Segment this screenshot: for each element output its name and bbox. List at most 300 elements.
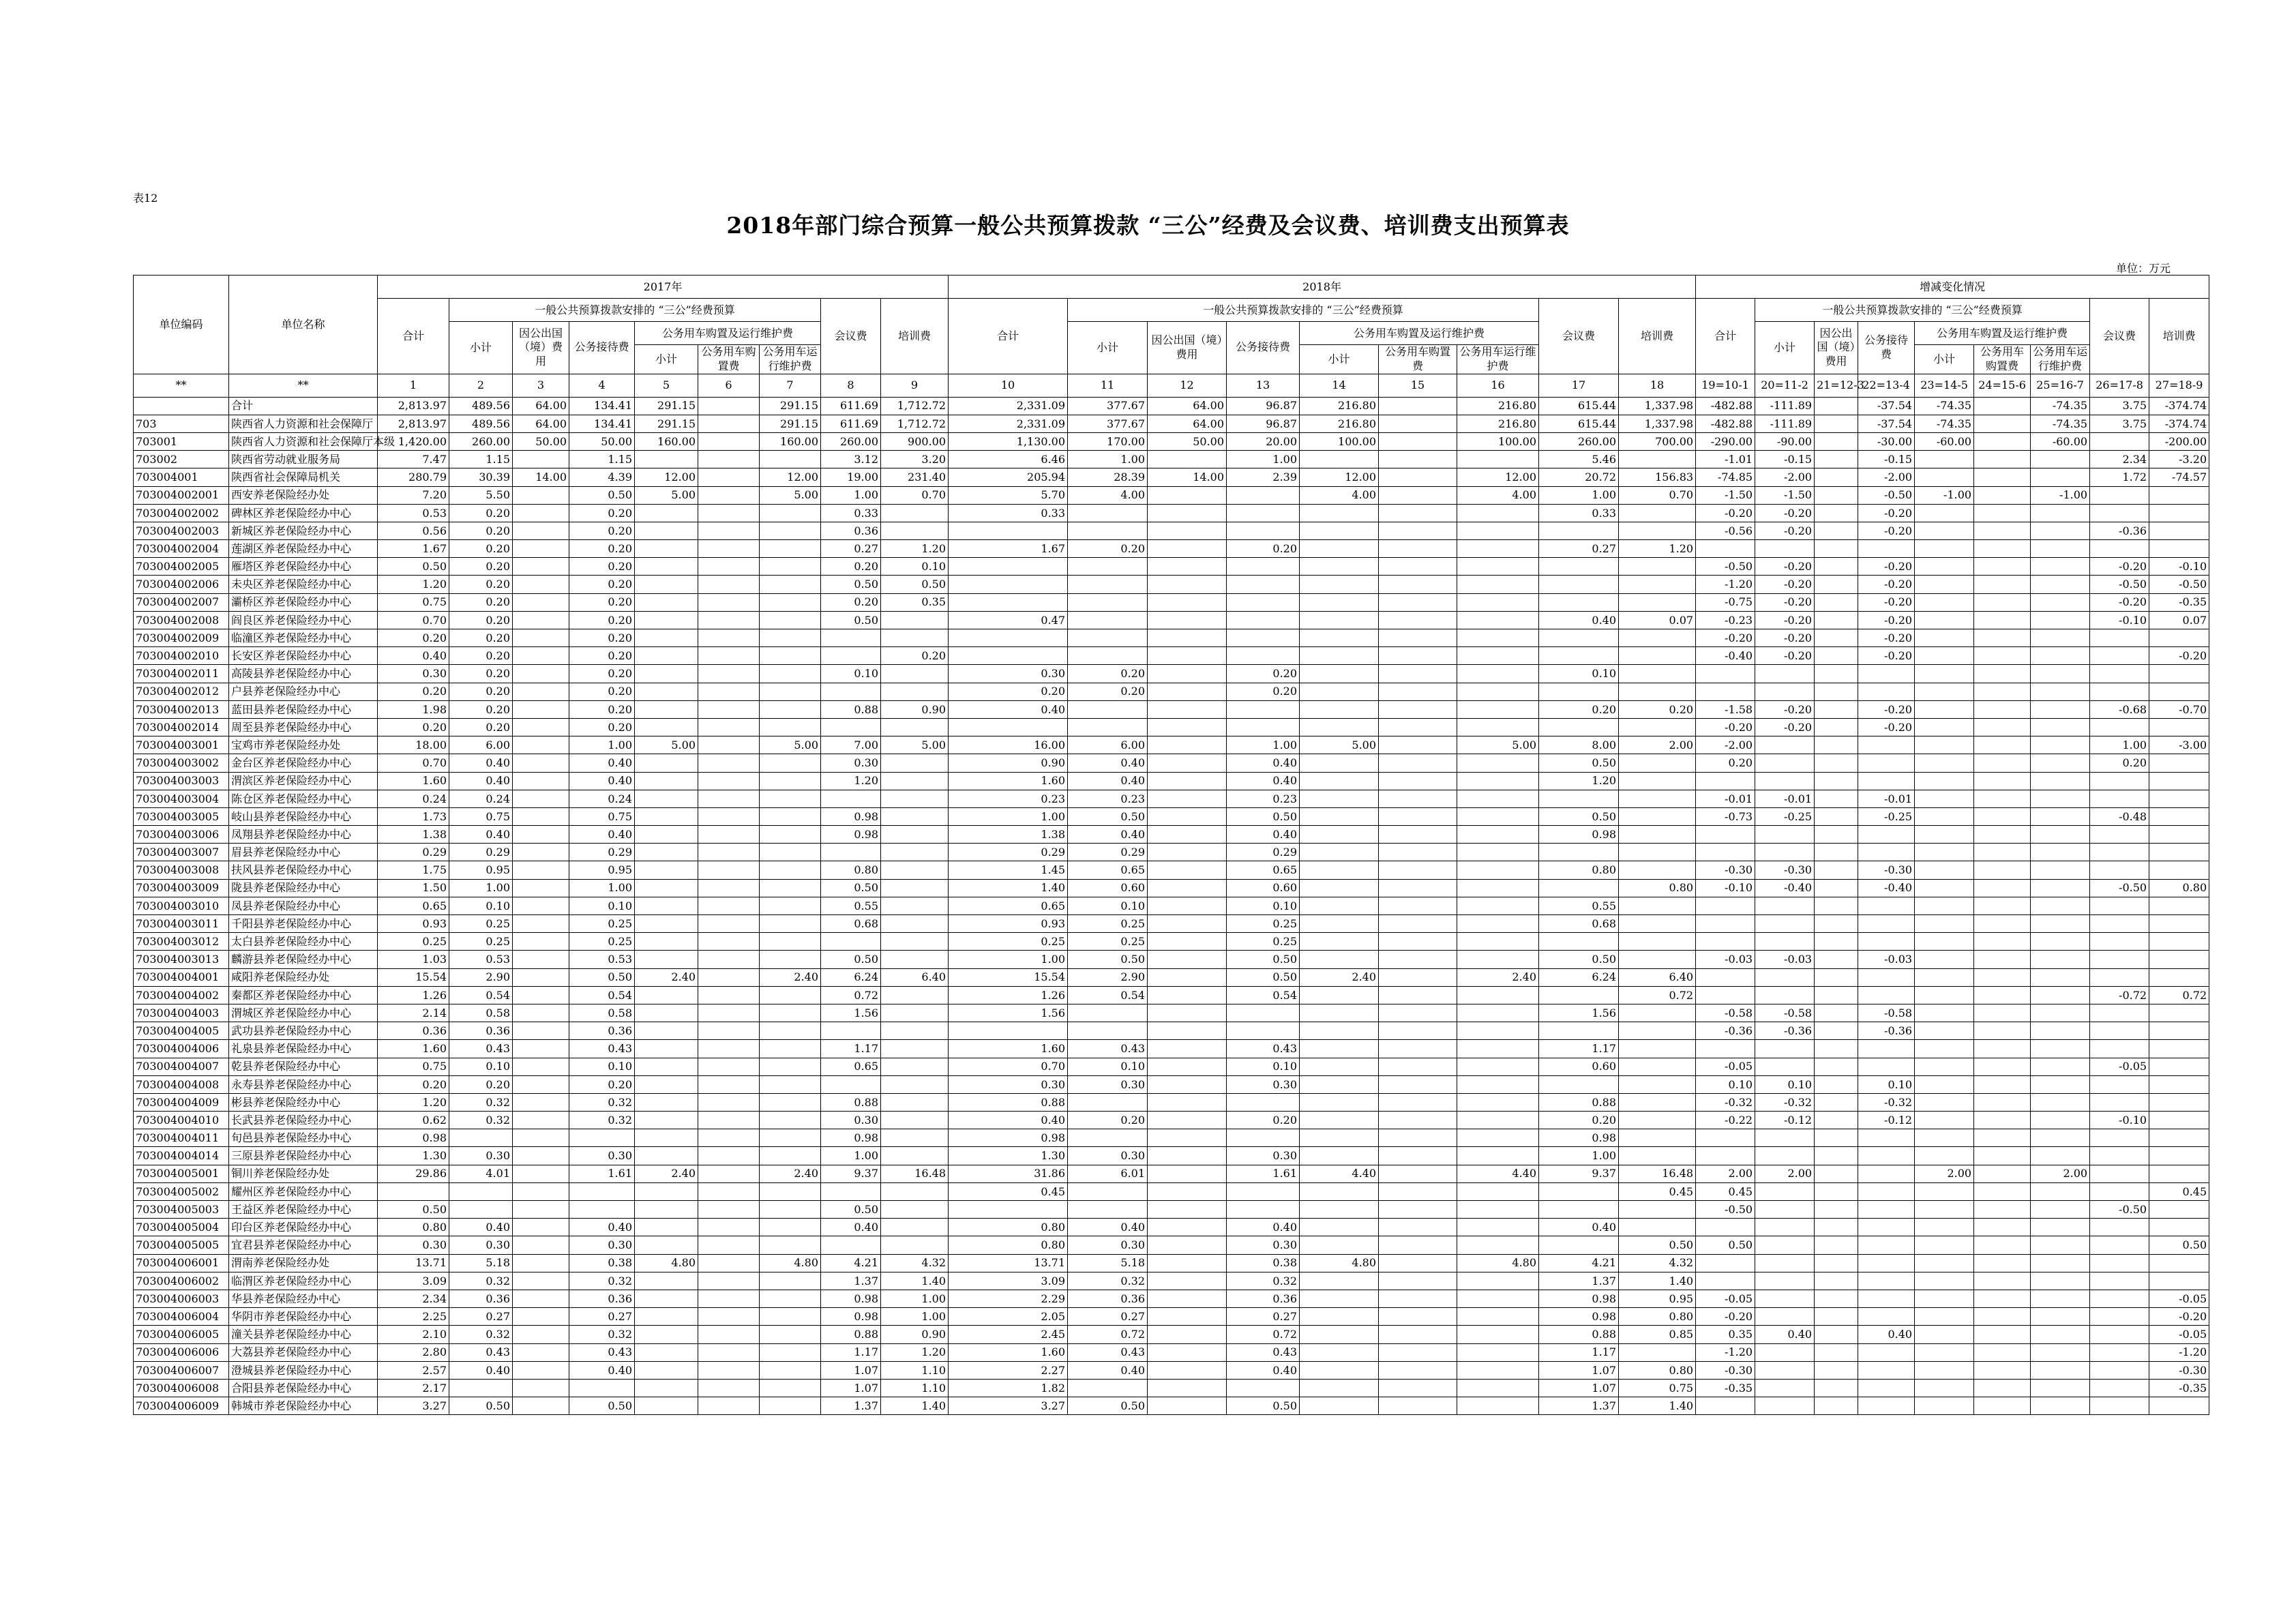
value-cell: [698, 718, 760, 736]
value-cell: [1815, 1201, 1858, 1219]
value-cell: [1457, 861, 1539, 879]
value-cell: 0.25: [1227, 933, 1300, 951]
value-cell: [2031, 468, 2090, 486]
value-cell: [635, 522, 698, 539]
value-cell: [698, 522, 760, 539]
value-cell: 0.20: [1227, 665, 1300, 683]
value-cell: [1755, 1290, 1815, 1307]
value-cell: 0.80: [2149, 879, 2209, 897]
value-cell: [698, 1236, 760, 1254]
value-cell: [1815, 1129, 1858, 1147]
value-cell: 0.40: [569, 1361, 635, 1379]
value-cell: 0.10: [1227, 1058, 1300, 1075]
value-cell: [513, 593, 569, 611]
value-cell: 4.00: [1300, 486, 1379, 504]
value-cell: [513, 1075, 569, 1093]
value-cell: [2090, 826, 2149, 844]
col-training-2018: 培训费: [1619, 299, 1696, 374]
value-cell: [1696, 826, 1755, 844]
value-cell: [513, 826, 569, 844]
value-cell: 0.30: [449, 1147, 513, 1165]
value-cell: [1300, 951, 1379, 968]
value-cell: 0.62: [378, 1112, 449, 1129]
value-cell: [2031, 986, 2090, 1004]
value-cell: [1619, 915, 1696, 933]
value-cell: [1815, 1112, 1858, 1129]
value-cell: [1227, 486, 1300, 504]
value-cell: 0.68: [1539, 915, 1619, 933]
value-cell: 0.95: [569, 861, 635, 879]
value-cell: 0.95: [1619, 1290, 1696, 1307]
value-cell: 0.65: [378, 897, 449, 914]
value-cell: [1148, 1004, 1227, 1022]
value-cell: -37.54: [1858, 415, 1915, 432]
value-cell: -74.35: [1915, 415, 1974, 432]
value-cell: [1539, 933, 1619, 951]
value-cell: 0.40: [378, 647, 449, 665]
value-cell: 0.10: [821, 665, 881, 683]
value-cell: 0.32: [569, 1272, 635, 1290]
value-cell: [2149, 1397, 2209, 1415]
value-cell: [1815, 432, 1858, 450]
value-cell: [1379, 611, 1457, 629]
value-cell: [1815, 897, 1858, 914]
value-cell: [1457, 576, 1539, 593]
value-cell: 1.60: [949, 1040, 1068, 1058]
value-cell: [1457, 915, 1539, 933]
value-cell: -1.20: [1696, 576, 1755, 593]
value-cell: 0.30: [949, 1075, 1068, 1093]
col-vehicle-subtotal-2018: 小计: [1300, 345, 1379, 374]
value-cell: [2090, 1290, 2149, 1307]
column-number: 23=14-5: [1915, 374, 1974, 397]
value-cell: [1755, 1343, 1815, 1361]
value-cell: [698, 647, 760, 665]
value-cell: [1915, 1361, 1974, 1379]
value-cell: [635, 1058, 698, 1075]
value-cell: [881, 1147, 949, 1165]
vehicle-group-2018: 公务用车购置及运行维护费: [1300, 322, 1539, 345]
value-cell: [1619, 861, 1696, 879]
table-row: [134, 1343, 2209, 1361]
value-cell: [513, 754, 569, 772]
unit-code-cell: 703004006001: [134, 1254, 229, 1272]
value-cell: [1068, 700, 1148, 718]
unit-name-cell: 凤县养老保险经办中心: [229, 897, 378, 914]
value-cell: -30.00: [1858, 432, 1915, 450]
value-cell: 0.25: [1068, 933, 1148, 951]
value-cell: -90.00: [1755, 432, 1815, 450]
value-cell: [1815, 1075, 1858, 1093]
value-cell: -0.01: [1696, 790, 1755, 807]
value-cell: 1.20: [378, 1093, 449, 1111]
value-cell: [1379, 486, 1457, 504]
value-cell: [1379, 1379, 1457, 1397]
value-cell: [1815, 1022, 1858, 1040]
value-cell: [1227, 1093, 1300, 1111]
value-cell: 1,337.98: [1619, 397, 1696, 415]
col-abroad-change: 因公出国（境）费用: [1815, 322, 1858, 374]
col-reception-2018: 公务接待费: [1227, 322, 1300, 374]
value-cell: [1300, 1058, 1379, 1075]
value-cell: [513, 1004, 569, 1022]
value-cell: [821, 844, 881, 861]
value-cell: -0.20: [1858, 576, 1915, 593]
value-cell: [2031, 826, 2090, 844]
value-cell: [635, 647, 698, 665]
value-cell: [2031, 879, 2090, 897]
value-cell: [1068, 576, 1148, 593]
value-cell: [1815, 736, 1858, 754]
value-cell: [1300, 629, 1379, 647]
value-cell: [513, 772, 569, 790]
value-cell: -0.20: [1755, 593, 1815, 611]
value-cell: 1.40: [881, 1272, 949, 1290]
value-cell: 0.33: [1539, 504, 1619, 522]
value-cell: -74.35: [1915, 397, 1974, 415]
value-cell: [513, 611, 569, 629]
value-cell: 18.00: [378, 736, 449, 754]
value-cell: [513, 1308, 569, 1326]
value-cell: 20.72: [1539, 468, 1619, 486]
value-cell: [1619, 522, 1696, 539]
value-cell: [513, 576, 569, 593]
value-cell: [513, 558, 569, 576]
value-cell: [1379, 629, 1457, 647]
value-cell: [1379, 1236, 1457, 1254]
value-cell: 1.67: [949, 540, 1068, 558]
column-number: 15: [1379, 374, 1457, 397]
value-cell: [881, 986, 949, 1004]
value-cell: [1815, 504, 1858, 522]
value-cell: [1755, 683, 1815, 700]
value-cell: [1379, 1004, 1457, 1022]
value-cell: [1815, 1254, 1858, 1272]
col-meeting-2018: 会议费: [1539, 299, 1619, 374]
value-cell: 0.10: [1539, 665, 1619, 683]
value-cell: 0.75: [1619, 1379, 1696, 1397]
value-cell: [1379, 665, 1457, 683]
value-cell: 216.80: [1457, 415, 1539, 432]
value-cell: -0.20: [1696, 1308, 1755, 1326]
value-cell: [635, 951, 698, 968]
value-cell: 0.20: [449, 522, 513, 539]
value-cell: 0.20: [1227, 540, 1300, 558]
value-cell: [1300, 718, 1379, 736]
sangong-2017: 一般公共预算拨款安排的 “三公”经费预算: [449, 299, 821, 322]
table-row: [134, 718, 2209, 736]
value-cell: [1696, 986, 1755, 1004]
value-cell: [1815, 915, 1858, 933]
value-cell: [2149, 844, 2209, 861]
value-cell: [1755, 1182, 1815, 1200]
value-cell: [513, 1219, 569, 1236]
value-cell: [1815, 968, 1858, 986]
value-cell: [513, 683, 569, 700]
column-number: 1: [378, 374, 449, 397]
value-cell: 291.15: [635, 397, 698, 415]
value-cell: 0.36: [821, 522, 881, 539]
value-cell: 0.32: [1227, 1272, 1300, 1290]
unit-code-cell: 703004002008: [134, 611, 229, 629]
value-cell: [1539, 718, 1619, 736]
value-cell: [1755, 1272, 1815, 1290]
value-cell: [1858, 683, 1915, 700]
value-cell: [1148, 558, 1227, 576]
value-cell: -0.30: [1858, 861, 1915, 879]
value-cell: 0.70: [1619, 486, 1696, 504]
value-cell: [698, 593, 760, 611]
value-cell: [881, 1004, 949, 1022]
value-cell: 0.25: [378, 933, 449, 951]
value-cell: 0.56: [378, 522, 449, 539]
value-cell: 0.20: [378, 1075, 449, 1093]
value-cell: [1974, 1343, 2031, 1361]
value-cell: 7.00: [821, 736, 881, 754]
value-cell: [1457, 451, 1539, 468]
value-cell: 1.17: [1539, 1343, 1619, 1361]
value-cell: [1379, 576, 1457, 593]
value-cell: 0.88: [821, 700, 881, 718]
value-cell: 2.40: [1457, 968, 1539, 986]
value-cell: [1300, 558, 1379, 576]
value-cell: 0.10: [569, 897, 635, 914]
value-cell: [881, 1219, 949, 1236]
value-cell: [2031, 1147, 2090, 1165]
value-cell: [1379, 915, 1457, 933]
value-cell: [1815, 683, 1858, 700]
value-cell: [635, 1326, 698, 1343]
value-cell: 0.29: [569, 844, 635, 861]
value-cell: [698, 397, 760, 415]
value-cell: 0.32: [449, 1326, 513, 1343]
value-cell: 0.50: [1696, 1236, 1755, 1254]
value-cell: 0.90: [881, 700, 949, 718]
value-cell: 0.65: [1068, 861, 1148, 879]
value-cell: [760, 700, 821, 718]
value-cell: [635, 1182, 698, 1200]
value-cell: [1815, 700, 1858, 718]
col-reception-change: 公务接待费: [1858, 322, 1915, 374]
value-cell: 0.40: [1068, 772, 1148, 790]
unit-name-cell: 韩城市养老保险经办中心: [229, 1397, 378, 1415]
value-cell: [513, 504, 569, 522]
value-cell: [1619, 1040, 1696, 1058]
unit-name-cell: 印台区养老保险经办中心: [229, 1219, 378, 1236]
column-number-row: [134, 374, 2209, 397]
value-cell: [1457, 807, 1539, 825]
value-cell: [1148, 1308, 1227, 1326]
value-cell: [1379, 1254, 1457, 1272]
value-cell: 0.75: [378, 593, 449, 611]
value-cell: [2031, 1290, 2090, 1307]
value-cell: -0.50: [1696, 1201, 1755, 1219]
value-cell: [1148, 1379, 1227, 1397]
value-cell: 0.80: [821, 861, 881, 879]
value-cell: [1227, 629, 1300, 647]
value-cell: [1379, 1272, 1457, 1290]
value-cell: 2.14: [378, 1004, 449, 1022]
value-cell: [2090, 861, 2149, 879]
value-cell: 13.71: [949, 1254, 1068, 1272]
value-cell: 1.15: [449, 451, 513, 468]
value-cell: 4.21: [1539, 1254, 1619, 1272]
value-cell: 100.00: [1300, 432, 1379, 450]
value-cell: -37.54: [1858, 397, 1915, 415]
value-cell: [881, 1112, 949, 1129]
unit-code-cell: 703004003008: [134, 861, 229, 879]
value-cell: 0.50: [1227, 951, 1300, 968]
value-cell: [1858, 986, 1915, 1004]
value-cell: [1815, 397, 1858, 415]
col-unit-name: 单位名称: [229, 276, 378, 374]
value-cell: 3.75: [2090, 415, 2149, 432]
unit-code-cell: 703004005003: [134, 1201, 229, 1219]
value-cell: [1755, 986, 1815, 1004]
unit-name-cell: 彬县养老保险经办中心: [229, 1093, 378, 1111]
unit-label: 单位：万元: [2115, 262, 2171, 275]
table-row: [134, 1075, 2209, 1093]
value-cell: [760, 1236, 821, 1254]
value-cell: [698, 1093, 760, 1111]
value-cell: [1148, 790, 1227, 807]
value-cell: 0.50: [1539, 754, 1619, 772]
value-cell: 160.00: [635, 432, 698, 450]
value-cell: [1148, 718, 1227, 736]
value-cell: [698, 1290, 760, 1307]
value-cell: [1915, 700, 1974, 718]
value-cell: [635, 807, 698, 825]
value-cell: [1227, 611, 1300, 629]
value-cell: -0.15: [1858, 451, 1915, 468]
value-cell: [635, 629, 698, 647]
value-cell: [2031, 665, 2090, 683]
value-cell: [1974, 397, 2031, 415]
value-cell: [698, 468, 760, 486]
value-cell: [1379, 1361, 1457, 1379]
value-cell: [1858, 1379, 1915, 1397]
value-cell: 16.48: [1619, 1165, 1696, 1182]
value-cell: [449, 1379, 513, 1397]
value-cell: 0.20: [449, 558, 513, 576]
value-cell: 1.61: [1227, 1165, 1300, 1182]
value-cell: -0.70: [2149, 700, 2209, 718]
value-cell: [760, 861, 821, 879]
value-cell: [1148, 629, 1227, 647]
value-cell: 0.68: [821, 915, 881, 933]
value-cell: 2.39: [1227, 468, 1300, 486]
value-cell: [1974, 1004, 2031, 1022]
column-number: 24=15-6: [1974, 374, 2031, 397]
value-cell: [1300, 1397, 1379, 1415]
value-cell: 2.00: [1915, 1165, 1974, 1182]
value-cell: [1974, 1058, 2031, 1075]
value-cell: [635, 1272, 698, 1290]
value-cell: 2.00: [2031, 1165, 2090, 1182]
unit-code-cell: 703004004001: [134, 968, 229, 986]
value-cell: 0.20: [569, 629, 635, 647]
table-row: [134, 397, 2209, 415]
value-cell: [1815, 844, 1858, 861]
value-cell: [1457, 772, 1539, 790]
value-cell: 0.20: [449, 683, 513, 700]
value-cell: 700.00: [1619, 432, 1696, 450]
value-cell: [635, 683, 698, 700]
column-number: 2: [449, 374, 513, 397]
value-cell: [1457, 540, 1539, 558]
col-vehicle-subtotal-2017: 小计: [635, 345, 698, 374]
value-cell: 0.27: [449, 1308, 513, 1326]
value-cell: 1.40: [949, 879, 1068, 897]
value-cell: [2031, 1040, 2090, 1058]
value-cell: [881, 504, 949, 522]
unit-name-cell: 宝鸡市养老保险经办处: [229, 736, 378, 754]
value-cell: 64.00: [1148, 415, 1227, 432]
value-cell: [1148, 1075, 1227, 1093]
value-cell: 0.54: [1227, 986, 1300, 1004]
value-cell: -0.20: [1755, 576, 1815, 593]
unit-code-cell: 703004004007: [134, 1058, 229, 1075]
value-cell: [635, 1308, 698, 1326]
value-cell: 0.40: [1755, 1326, 1815, 1343]
value-cell: [1915, 522, 1974, 539]
value-cell: [1379, 504, 1457, 522]
value-cell: [881, 683, 949, 700]
value-cell: 0.80: [1539, 861, 1619, 879]
column-number: 19=10-1: [1696, 374, 1755, 397]
value-cell: [1148, 736, 1227, 754]
table-row: [134, 1272, 2209, 1290]
value-cell: 50.00: [569, 432, 635, 450]
value-cell: [760, 879, 821, 897]
value-cell: [881, 772, 949, 790]
value-cell: [635, 1236, 698, 1254]
value-cell: [2090, 1326, 2149, 1343]
value-cell: 6.00: [449, 736, 513, 754]
value-cell: [698, 1058, 760, 1075]
unit-code-cell: 703004003005: [134, 807, 229, 825]
value-cell: 0.20: [1539, 700, 1619, 718]
value-cell: [1457, 1397, 1539, 1415]
value-cell: [698, 611, 760, 629]
value-cell: 0.40: [1858, 1326, 1915, 1343]
value-cell: [1300, 1022, 1379, 1040]
table-row: [134, 1182, 2209, 1200]
value-cell: 0.45: [949, 1182, 1068, 1200]
value-cell: [1300, 879, 1379, 897]
value-cell: [698, 629, 760, 647]
value-cell: [2090, 1254, 2149, 1272]
value-cell: [1457, 1129, 1539, 1147]
value-cell: [2031, 558, 2090, 576]
value-cell: [760, 1147, 821, 1165]
value-cell: 0.90: [881, 1326, 949, 1343]
value-cell: [1915, 968, 1974, 986]
sangong-2018: 一般公共预算拨款安排的 “三公”经费预算: [1068, 299, 1539, 322]
value-cell: 216.80: [1300, 397, 1379, 415]
column-number: 5: [635, 374, 698, 397]
value-cell: 0.20: [1068, 683, 1148, 700]
value-cell: [1379, 1201, 1457, 1219]
value-cell: [2090, 933, 2149, 951]
value-cell: [1379, 807, 1457, 825]
value-cell: 7.20: [378, 486, 449, 504]
value-cell: [1619, 790, 1696, 807]
column-number: 20=11-2: [1755, 374, 1815, 397]
value-cell: 170.00: [1068, 432, 1148, 450]
value-cell: 0.20: [449, 504, 513, 522]
value-cell: [1755, 1379, 1815, 1397]
